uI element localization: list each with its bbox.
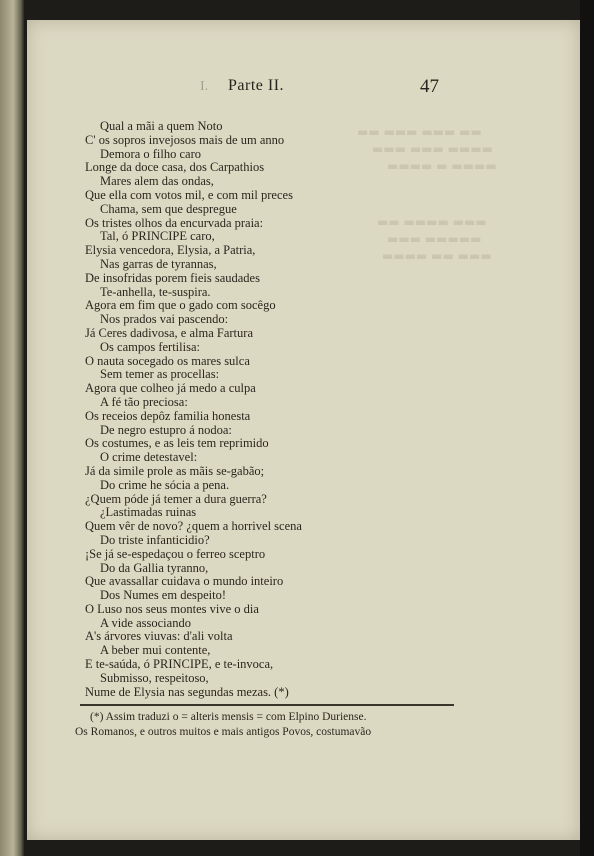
poem-line: Os receios depôz familia honesta	[85, 408, 251, 423]
poem-line: Qual a mãi a quem Noto	[100, 119, 223, 133]
footnote-line: Os Romanos, e outros muitos e mais antigos Povos, costumavão	[75, 726, 372, 738]
show-through: ▬▬▬▬ ▬ ▬▬▬▬	[387, 159, 497, 173]
poem-line: Agora em fim que o gado com socêgo	[85, 298, 276, 313]
poem-line: A vide associando	[100, 615, 191, 630]
poem-line: Quem vêr de novo? ¿quem a horrivel scena	[85, 519, 302, 534]
poem-line: Longe da doce casa, dos Carpathios	[85, 160, 265, 175]
poem-line: A's árvores viuvas: d'ali volta	[85, 629, 233, 644]
facing-page-edge	[0, 0, 24, 856]
poem-line: Mares alem das ondas,	[100, 174, 214, 189]
poem-line: Os campos fertilisa:	[100, 339, 200, 354]
poem-line: E te-saúda, ó PRINCIPE, e te-invoca,	[85, 657, 274, 672]
poem-line: Dos Numes em despeito!	[100, 588, 227, 603]
page-number: 47	[420, 76, 439, 97]
scan-border	[580, 0, 594, 856]
footnote-rule	[80, 704, 454, 706]
poem-line: Te-anhella, te-suspira.	[100, 284, 211, 299]
running-head-title: Parte II.	[228, 77, 285, 94]
poem-line: Do triste infanticidio?	[100, 532, 210, 547]
poem-line: O Luso nos seus montes vive o dia	[85, 601, 259, 616]
poem-line: Demora o filho caro	[100, 146, 202, 161]
poem-line: C' os sopros invejosos mais de um anno	[85, 132, 285, 147]
show-through: ▬▬ ▬▬▬▬ ▬▬▬	[377, 215, 487, 229]
poem-line: De negro estupro á nodoa:	[100, 422, 232, 437]
poem-line: Já da simile prole as mãis se-gabão;	[85, 463, 265, 478]
poem-line: Do da Gallia tyranno,	[100, 560, 209, 575]
show-through: ▬▬▬ ▬▬▬▬▬	[387, 232, 482, 246]
poem-line: ¿Quem póde já temer a dura guerra?	[85, 491, 267, 506]
show-through: ▬▬▬▬ ▬▬ ▬▬▬	[382, 249, 492, 263]
poem-line: Agora que colheo já medo a culpa	[85, 381, 256, 396]
poem-line: A fé tão preciosa:	[100, 394, 188, 409]
poem-line: Do crime he sócia a pena.	[100, 477, 230, 492]
poem-line: De insofridas porem fieis saudades	[85, 270, 260, 285]
poem-line: Os tristes olhos da encurvada praia:	[85, 215, 264, 230]
poem-line: Nas garras de tyrannas,	[100, 256, 217, 271]
show-through: ▬▬ ▬▬▬ ▬▬▬ ▬▬	[357, 125, 482, 139]
poem-line: O nauta socegado os mares sulca	[85, 353, 250, 368]
poem-line: Nume de Elysia nas segundas mezas. (*)	[85, 684, 289, 699]
poem-line: ¡Se já se-espedaçou o ferreo sceptro	[85, 546, 266, 561]
poem-line: Nos prados vai pascendo:	[100, 312, 229, 327]
poem-line: A beber mui contente,	[100, 643, 211, 658]
poem-line: ¿Lastimadas ruinas	[100, 505, 197, 520]
poem-line: Que avassallar cuidava o mundo inteiro	[85, 574, 284, 589]
poem-line: Sem temer as procellas:	[100, 367, 220, 382]
poem-line: Tal, ó PRINCIPE caro,	[100, 229, 215, 244]
running-head	[30, 76, 555, 100]
poem-line: Chama, sem que despregue	[100, 201, 237, 216]
footnote	[75, 710, 465, 740]
poem-line: Elysia vencedora, Elysia, a Patria,	[85, 243, 256, 258]
poem-line: Já Ceres dadivosa, e alma Fartura	[85, 325, 253, 340]
poem-line: Submisso, respeitoso,	[100, 670, 209, 685]
poem-line: Os costumes, e as leis tem reprimido	[85, 436, 269, 451]
poem-line: O crime detestavel:	[100, 450, 198, 465]
poem-body	[85, 120, 455, 699]
poem-line: Que ella com votos mil, e com mil preces	[85, 187, 293, 202]
running-head-mark: I.	[200, 79, 209, 94]
show-through: ▬▬▬ ▬▬▬ ▬▬▬▬	[372, 142, 494, 156]
footnote-line: (*) Assim traduzi o = alteris mensis = com Elpino Duriense.	[90, 711, 367, 723]
